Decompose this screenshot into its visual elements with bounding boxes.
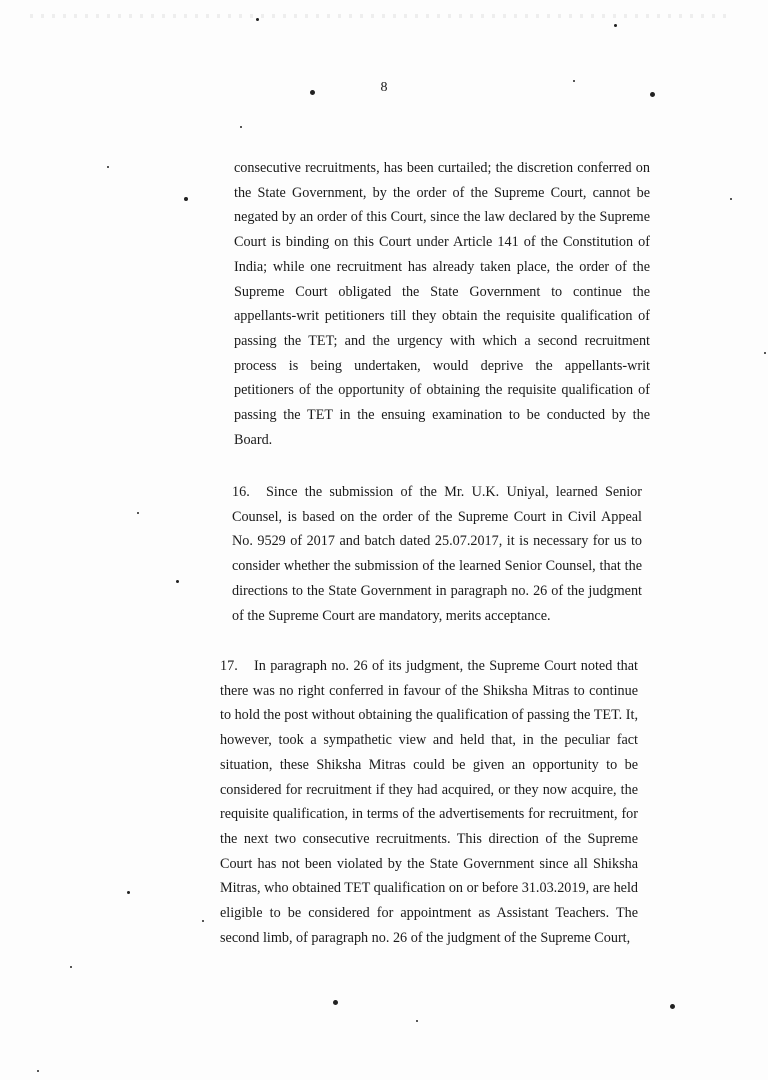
scan-speck xyxy=(614,24,617,27)
scan-speck xyxy=(37,1070,39,1072)
scan-noise xyxy=(30,14,730,18)
scan-speck xyxy=(650,92,655,97)
paragraph-number: 17. xyxy=(220,658,238,674)
scan-speck xyxy=(240,126,242,128)
paragraph-text: Since the submission of the Mr. U.K. Uniyal, learned Senior Counsel, is based on the order of the Supreme Court in Civil Appeal No. 9529 of 2017 and batch dated 25.07.2017, it is necessary for us to consider whether the submission of the learned Senior Counsel, that the directions to the State Government in paragraph no. 26 of the judgment of the Supreme Court are mandatory, merits acceptance. xyxy=(232,484,642,624)
page-number: 8 xyxy=(380,80,388,95)
scan-speck xyxy=(764,352,766,354)
scan-speck xyxy=(670,1004,675,1009)
scan-speck xyxy=(176,580,179,583)
scan-speck xyxy=(310,90,315,95)
scan-speck xyxy=(333,1000,338,1005)
paragraph-number: 16. xyxy=(232,484,250,500)
scan-speck xyxy=(202,920,204,922)
scan-speck xyxy=(256,18,259,21)
paragraph-continued xyxy=(234,156,650,452)
scan-speck xyxy=(70,966,72,968)
scan-speck xyxy=(127,891,130,894)
scan-speck xyxy=(416,1020,418,1022)
paragraph-17 xyxy=(220,654,638,950)
scan-speck xyxy=(573,80,575,82)
scan-speck xyxy=(730,198,732,200)
scan-speck xyxy=(107,166,109,168)
paragraph-text: consecutive recruitments, has been curtailed; the discretion conferred on the State Government, by the order of the Supreme Court, cannot be negated by an order of this Court, since the law declared by the Supreme Court is binding on this Court under Article 141 of the Constitution of India; while one recruitment has already taken place, the order of the Supreme Court obligated the State Government to continue the appellants-writ petitioners till they obtain the requisite qualification of passing the TET; and the urgency with which a second recruitment process is being undertaken, would deprive the appellants-writ petitioners of the opportunity of obtaining the requisite qualification of passing the TET in the ensuing examination to be conducted by the Board. xyxy=(234,160,650,448)
scan-speck xyxy=(184,197,188,201)
scan-speck xyxy=(137,512,139,514)
paragraph-text: In paragraph no. 26 of its judgment, the Supreme Court noted that there was no right conferred in favour of the Shiksha Mitras to continue to hold the post without obtaining the qualification of passing the TET. It, however, took a sympathetic view and held that, in the peculiar fact situation, these Shiksha Mitras could be given an opportunity to be considered for recruitment if they had acquired, or they now acquire, the requisite qualification, in terms of the advertisements for recruitment, for the next two consecutive recruitments. This direction of the Supreme Court has not been violated by the State Government since all Shiksha Mitras, who obtained TET qualification on or before 31.03.2019, are held eligible to be considered for appointment as Assistant Teachers. The second limb, of paragraph no. 26 of the judgment of the Supreme Court, xyxy=(220,658,638,946)
paragraph-16 xyxy=(232,480,642,628)
